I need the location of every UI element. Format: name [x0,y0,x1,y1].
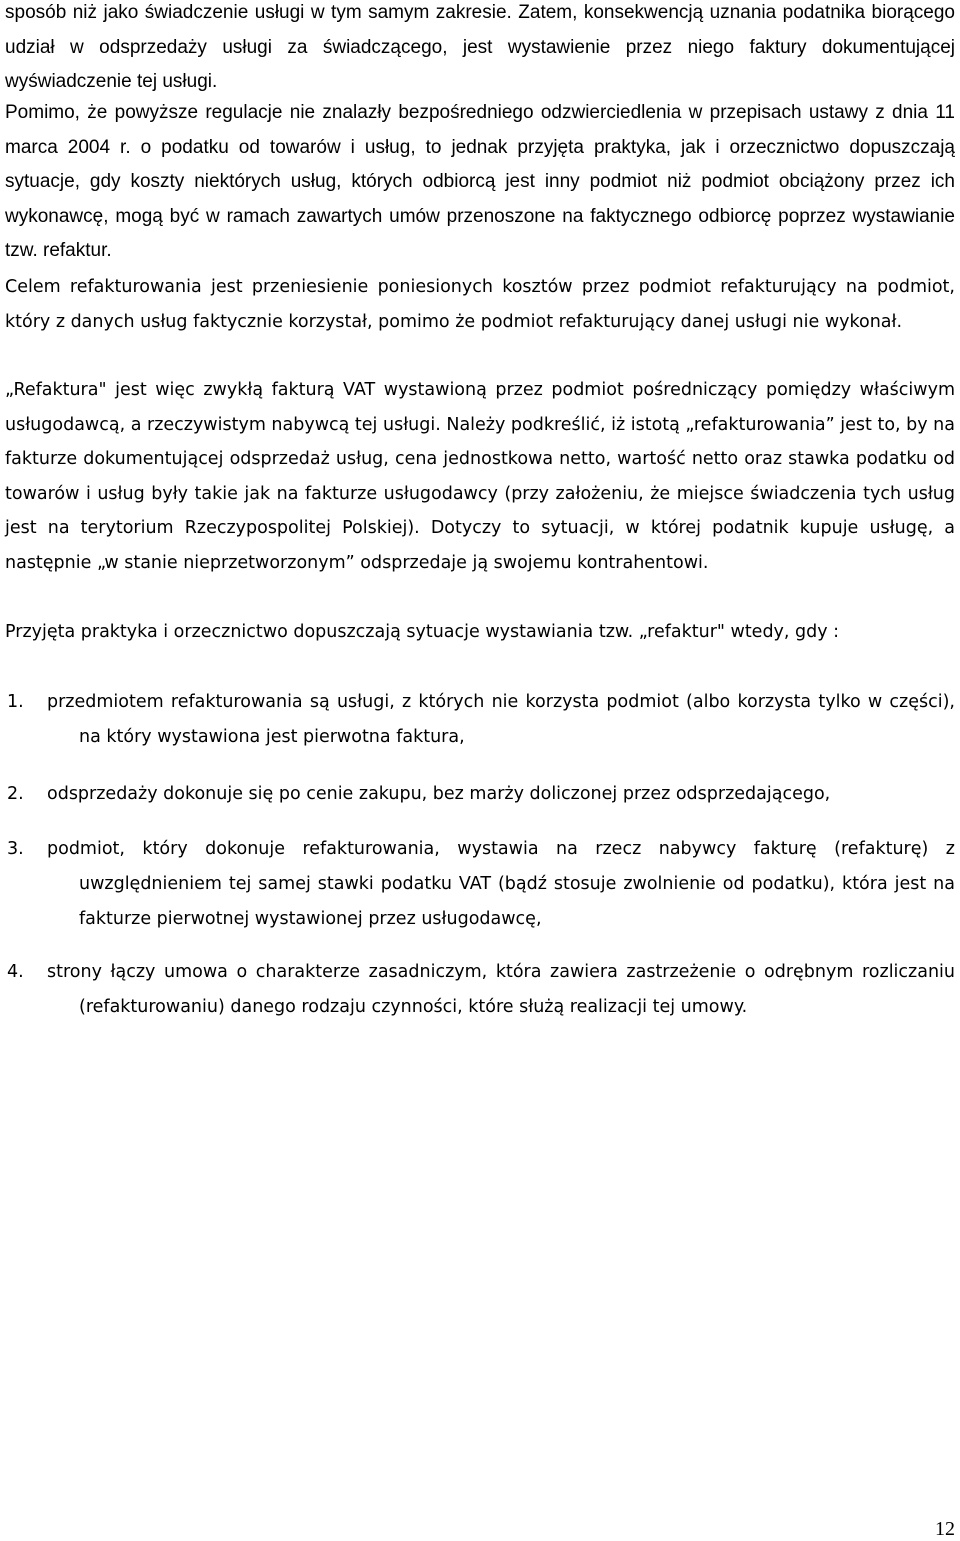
list-item [5,685,955,755]
list-number: 1. [7,692,24,712]
list-text: podmiot, który dokonuje refakturowania, wystawia na rzecz nabywcy fakturę (refakturę) z uwzględnieniem tej samej stawki podatku VAT (bądź stosuje zwolnienie od podatku), która jest na fakturze pierwotnej wystawionej przez usługodawcę, [47,839,955,929]
page-number: 12 [935,1518,955,1540]
list-number: 2. [7,784,24,804]
paragraph-3: Celem refakturowania jest przeniesienie poniesionych kosztów przez podmiot refakturujący na podmiot, który z danych usług faktycznie korzystał, pomimo że podmiot refakturujący danej usługi nie wykonał. [5,277,955,332]
paragraph-1: sposób niż jako świadczenie usługi w tym samym zakresie. Zatem, konsekwencją uznania podatnika biorącego udział w odsprzedaży usługi za świadczącego, jest wystawienie przez niego faktury dokumentującej wyświadczenie tej usługi. [5,2,955,92]
paragraph-4: „Refaktura" jest więc zwykłą fakturą VAT wystawioną przez podmiot pośredniczący pomiędzy właściwym usługodawcą, a rzeczywistym nabywcą tej usługi. Należy podkreślić, iż istotą „refakturowania” jest to, by na fakturze dokumentującej odsprzedaż usług, cena jednostkowa netto, wartość netto oraz stawka podatku od towarów i usług były takie jak na fakturze usługodawcy (przy założeniu, że miejsce świadczenia tych usług jest na terytorium Rzeczypospolitej Polskiej). Dotyczy to sytuacji, w której podatnik kupuje usługę, a następnie „w stanie nieprzetworzonym” odsprzedaje ją swojemu kontrahentowi. [5,380,955,573]
list-number: 3. [7,839,24,859]
list-item [5,777,955,812]
paragraph-5: Przyjęta praktyka i orzecznictwo dopuszczają sytuacje wystawiania tzw. „refaktur" wtedy, gdy : [5,622,840,642]
list-text: strony łączy umowa o charakterze zasadniczym, która zawiera zastrzeżenie o odrębnym rozliczaniu (refakturowaniu) danego rodzaju czynności, które służą realizacji tej umowy. [47,962,955,1017]
list-text: odsprzedaży dokonuje się po cenie zakupu, bez marży doliczonej przez odsprzedającego, [47,784,831,804]
list-number: 4. [7,962,24,982]
list-item [5,955,955,1025]
list-text: przedmiotem refakturowania są usługi, z których nie korzysta podmiot (albo korzysta tylko w części), na który wystawiona jest pierwotna faktura, [47,692,955,747]
list-item [5,832,955,937]
paragraph-2: Pomimo, że powyższe regulacje nie znalazły bezpośredniego odzwierciedlenia w przepisach ustawy z dnia 11 marca 2004 r. o podatku od towarów i usług, to jednak przyjęta praktyka, jak i orzecznictwo dopuszczają sytuacje, gdy koszty niektórych usług, których odbiorcą jest inny podmiot niż podmiot obciążony przez ich wykonawcę, mogą być w ramach zawartych umów przenoszone na faktycznego odbiorcę poprzez wystawianie tzw. refaktur. [5,102,955,261]
